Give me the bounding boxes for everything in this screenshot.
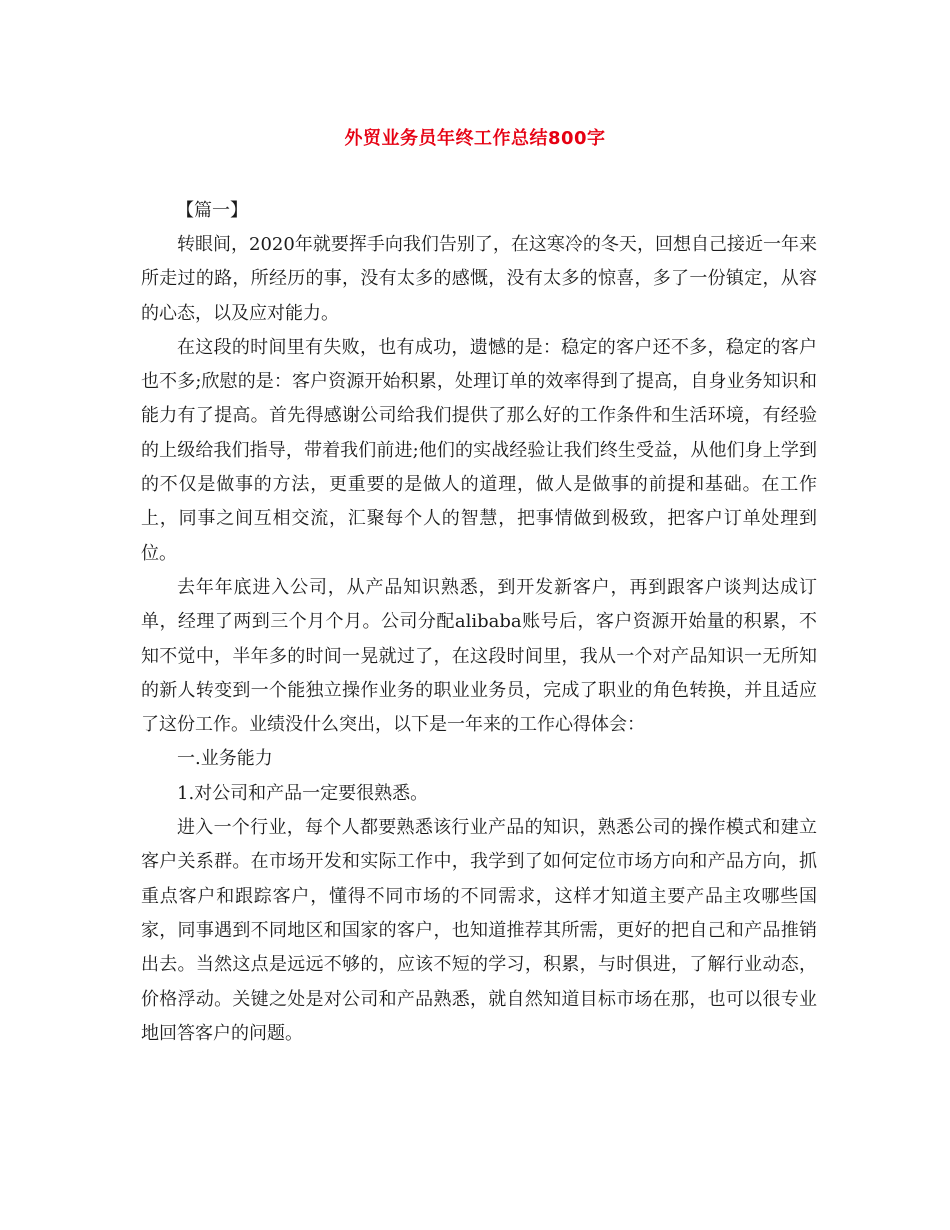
document-title: 外贸业务员年终工作总结800字 bbox=[344, 128, 606, 149]
heading-business-ability: 一.业务能力 bbox=[177, 748, 273, 770]
subheading-know-company: 1.对公司和产品一定要很熟悉。 bbox=[177, 782, 429, 804]
paragraph-intro: 转眼间，2020年就要挥手向我们告别了，在这寒冷的冬天，回想自己接近一年来所走过的路，所经历的事，没有太多的感慨，没有太多的惊喜，多了一份镇定，从容的心态，以及应对能力。 bbox=[141, 234, 817, 324]
document-body bbox=[141, 228, 817, 1051]
paragraph-experience: 去年年底进入公司，从产品知识熟悉，到开发新客户，再到跟客户谈判达成订单，经理了两到三个月个月。公司分配alibaba账号后，客户资源开始量的积累，不知不觉中，半年多的时间一晃就过了，在这段时间里，我从一个对产品知识一无所知的新人转变到一个能独立操作业务的职业业务员，完成了职业的角色转换，并且适应了这份工作。业绩没什么突出，以下是一年来的工作心得体会： bbox=[141, 576, 817, 736]
section-label: 【篇一】 bbox=[176, 200, 248, 221]
paragraph-industry-knowledge: 进入一个行业，每个人都要熟悉该行业产品的知识，熟悉公司的操作模式和建立客户关系群。在市场开发和实际工作中，我学到了如何定位市场方向和产品方向，抓重点客户和跟踪客户，懂得不同市场的不同需求，这样才知道主要产品主攻哪些国家，同事遇到不同地区和国家的客户，也知道推荐其所需，更好的把自己和产品推销出去。当然这点是远远不够的，应该不短的学习，积累，与时俱进，了解行业动态，价格浮动。关键之处是对公司和产品熟悉，就自然知道目标市场在那，也可以很专业地回答客户的问题。 bbox=[141, 817, 817, 1044]
paragraph-reflection: 在这段的时间里有失败，也有成功，遗憾的是：稳定的客户还不多，稳定的客户也不多;欣慰的是：客户资源开始积累，处理订单的效率得到了提高，自身业务知识和能力有了提高。首先得感谢公司给我们提供了那么好的工作条件和生活环境，有经验的上级给我们指导，带着我们前进;他们的实战经验让我们终生受益，从他们身上学到的不仅是做事的方法，更重要的是做人的道理，做人是做事的前提和基础。在工作上，同事之间互相交流，汇聚每个人的智慧，把事情做到极致，把客户订单处理到位。 bbox=[141, 336, 817, 564]
